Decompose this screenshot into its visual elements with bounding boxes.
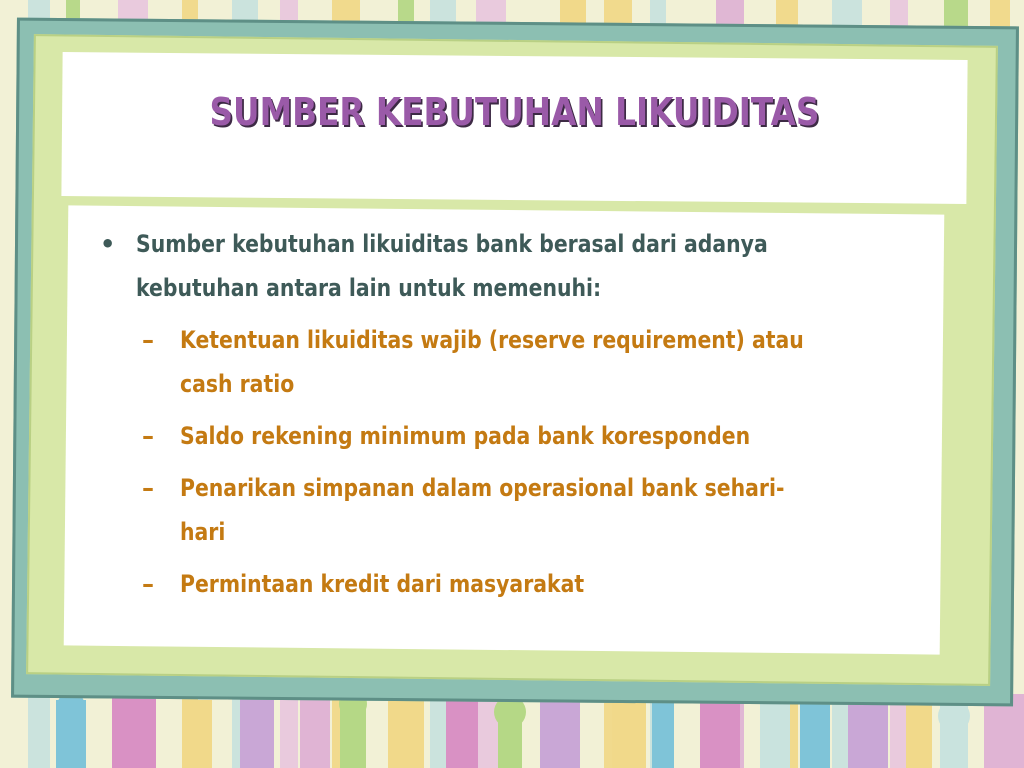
- dash-marker: –: [142, 570, 154, 598]
- sub-item: [96, 318, 946, 406]
- sub-item-text: [180, 414, 928, 458]
- main-bullet-line-2: kebutuhan antara lain untuk memenuhi:: [136, 274, 602, 302]
- sub-item: [96, 562, 946, 606]
- sub-item-line-2: hari: [180, 518, 226, 546]
- sub-item-line-1: Permintaan kredit dari masyarakat: [180, 570, 585, 598]
- slide-title: SUMBER KEBUTUHAN LIKUIDITAS: [209, 90, 820, 134]
- sub-item-line-1: Ketentuan likuiditas wajib (reserve requirement) atau: [180, 326, 804, 354]
- sub-item-text: [180, 466, 928, 554]
- sub-item-text: [180, 562, 928, 606]
- dash-marker: –: [142, 422, 154, 450]
- main-bullet: [96, 222, 946, 310]
- sub-item-line-2: cash ratio: [180, 370, 295, 398]
- slide-content: [96, 222, 946, 614]
- sub-item-text: [180, 318, 928, 406]
- dash-marker: –: [142, 326, 154, 354]
- main-bullet-text: [136, 222, 901, 310]
- sub-item-line-1: Saldo rekening minimum pada bank koresponden: [180, 422, 751, 450]
- dash-marker: –: [142, 474, 154, 502]
- sub-item-line-1: Penarikan simpanan dalam operasional bank sehari-: [180, 474, 785, 502]
- sub-item: [96, 466, 946, 554]
- sub-item: [96, 414, 946, 458]
- sub-list: [96, 318, 946, 606]
- bullet-marker: •: [100, 230, 116, 258]
- main-bullet-line-1: Sumber kebutuhan likuiditas bank berasal dari adanya: [136, 230, 768, 258]
